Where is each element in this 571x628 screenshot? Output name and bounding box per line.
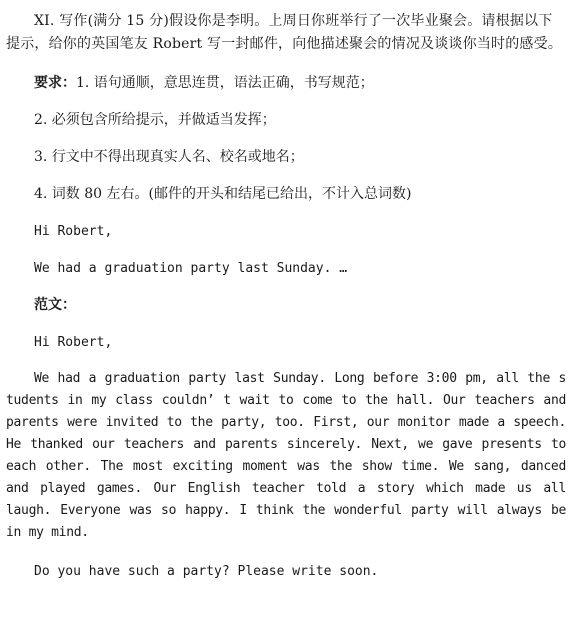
question-greeting: Hi Robert, xyxy=(34,224,113,239)
requirements-label: 要求： xyxy=(34,75,76,91)
sample-body: We had a graduation party last Sunday. Long before 3:00 pm, all the s tudents in my class couldn’ t wait to come to the hall. Our teachers and parents were invited to the party, too. First, our monitor made a speech. He thanked our teachers and parents sincerely. Next, we gave presents to each other. The most exciting moment was the show time. We sang, danced and played games. Our English teacher told a story which made us all laugh. Everyone was so happy. I think the wonderful party will always be in my mind. xyxy=(6,371,566,540)
requirement-1-text: 1. 语句通顺，意思连贯，语法正确，书写规范； xyxy=(76,75,374,91)
requirement-2: 2. 必须包含所给提示，并做适当发挥； xyxy=(34,112,276,128)
sample-closing-line: Do you have such a party? Please write soon. xyxy=(34,564,379,579)
requirement-3: 3. 行文中不得出现真实人名、校名或地名； xyxy=(34,149,304,165)
document xyxy=(6,10,566,583)
question-intro: XI. 写作(满分 15 分)假设你是李明。上周日你班举行了一次毕业聚会。请根据以下提示，给你的英国笔友 Robert 写一封邮件，向他描述聚会的情况及谈谈你当时的感受。 xyxy=(6,13,563,52)
sample-greeting: Hi Robert, xyxy=(34,335,113,350)
requirement-4: 4. 词数 80 左右。(邮件的开头和结尾已给出，不计入总词数) xyxy=(34,186,412,202)
question-opening-line: We had a graduation party last Sunday. … xyxy=(34,261,348,276)
requirement-1 xyxy=(6,72,566,95)
sample-label: 范文： xyxy=(34,297,76,313)
